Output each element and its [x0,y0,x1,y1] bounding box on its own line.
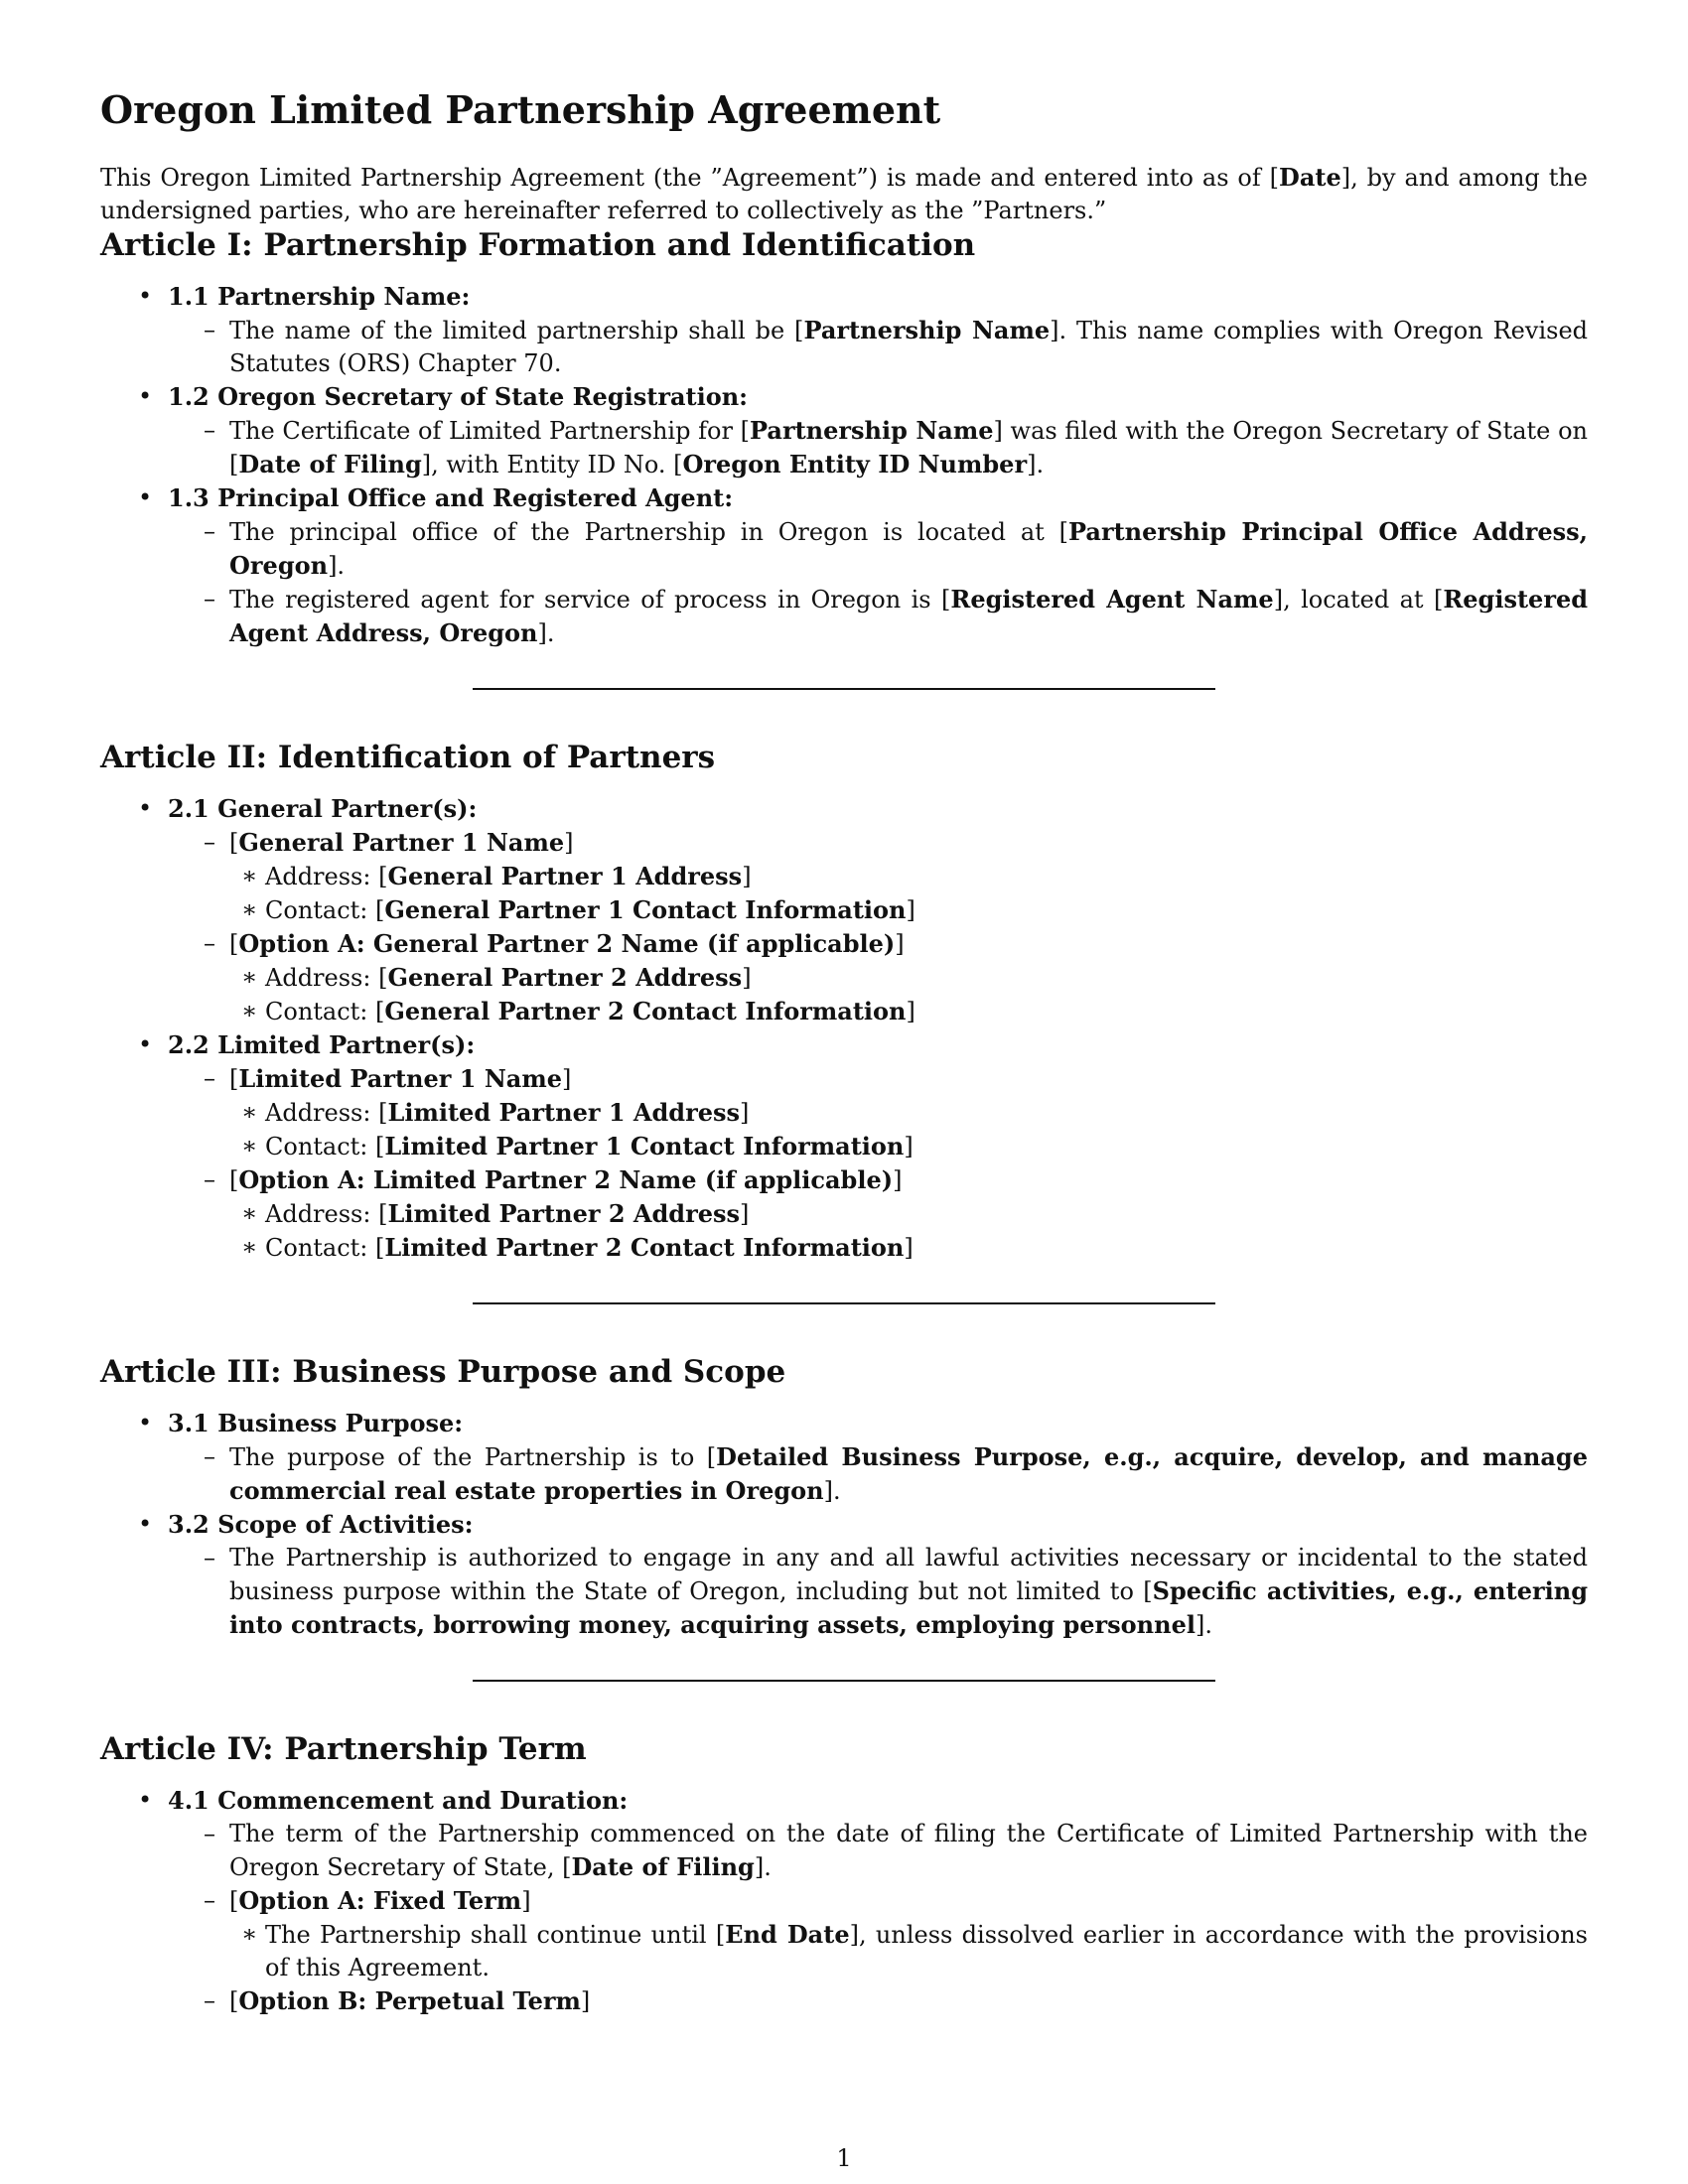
clause-item [168,1062,1588,1163]
text-run: The term of the Partnership commenced on the date of filing the Certificate of Limited Partnership with the Oregon Secretary of State, [ [229,1820,1588,1882]
detail-item [229,1231,1588,1265]
clause-item [168,583,1588,650]
placeholder-text: General Partner 1 Address [387,861,743,890]
text-run: ] [906,895,915,924]
placeholder-text: General Partner 2 Address [387,962,743,992]
placeholder-text: Limited Partner 1 Name [238,1063,562,1093]
text-run: ] [893,1165,903,1194]
placeholder-text: Partnership Name [803,315,1051,344]
placeholder-text: Date of Filing [238,449,422,478]
detail-list [229,1918,1588,1984]
text-run: [ [229,1165,239,1194]
section-title: 1.2 Oregon Secretary of State Registration: [168,381,749,411]
article-heading: Article IV: Partnership Term [100,1731,587,1768]
placeholder-text: Registered Agent Address, Oregon [229,584,1589,647]
detail-list [229,1096,1588,1163]
text-run: ] [895,929,905,958]
clause-list [210,1818,1588,2018]
text-run: ], with Entity ID No. [ [421,450,683,478]
article-heading: Article I: Partnership Formation and Identification [100,226,976,263]
placeholder-text: End Date [725,1920,850,1950]
clause-list [210,314,1588,380]
text-run: ] [740,1098,750,1127]
article-heading: Article II: Identification of Partners [100,739,716,775]
placeholder-text: Registered Agent Name [950,584,1274,614]
clause-item [168,1163,1588,1265]
text-run: ] [906,997,915,1025]
section-list [100,1784,1588,2018]
text-run: This Oregon Limited Partnership Agreement (the ”Agreement”) is made and entered into as of [100,163,1270,192]
document-title: Oregon Limited Partnership Agreement [100,87,941,132]
section-item [100,280,1588,380]
text-run: Address: [ [265,862,388,890]
text-run: ] [904,1233,914,1262]
section-title: 2.2 Limited Partner(s): [168,1029,476,1059]
text-run: The Partnership is authorized to engage in any and all lawful activities necessary or incidental to the stated business purpose within the State of Oregon, including but not limited to [ [229,1544,1588,1606]
text-run: ]. [1027,450,1045,478]
text-run: ] [564,828,574,857]
clause-item [168,1440,1588,1508]
placeholder-text: Option A: Fixed Term [238,1886,522,1916]
section-item [100,1784,1588,2018]
section-title: 2.1 General Partner(s): [168,793,478,823]
placeholder-text: General Partner 2 Contact Information [384,996,907,1025]
clause-list [210,1062,1588,1265]
text-run: [ [229,828,239,857]
section-item [100,380,1588,481]
text-run: Address: [ [265,963,388,992]
section-divider [473,1302,1215,1304]
placeholder-text: Date of Filing [571,1852,755,1882]
text-run: ] [561,1064,572,1093]
placeholder-text: Date [1279,162,1341,192]
text-run: ] [521,1887,531,1916]
text-run: The registered agent for service of process in Oregon is [ [229,585,951,614]
text-run: [ [1269,163,1280,192]
placeholder-text: Partnership Principal Office Address, Oregon [229,516,1588,580]
clause-list [210,1440,1588,1508]
clause-list [210,826,1588,1028]
section-title: 4.1 Commencement and Duration: [168,1786,629,1816]
clause-item [168,1542,1588,1642]
text-run: ], located at [ [1273,585,1444,614]
section-title: 3.2 Scope of Activities: [168,1510,474,1540]
clause-item [168,314,1588,380]
clause-item [168,826,1588,927]
section-title: 3.1 Business Purpose: [168,1409,464,1438]
section-item [100,792,1588,1028]
section-item [100,1028,1588,1265]
clause-item [168,1818,1588,1884]
clause-item [168,1984,1588,2018]
text-run: Address: [ [265,1199,388,1228]
placeholder-text: Detailed Business Purpose, e.g., acquire, develop, and manage commercial real estate properties in Oregon [229,1442,1588,1506]
text-run: ]. [823,1477,841,1506]
text-run: ] [742,963,752,992]
text-run: The principal office of the Partnership in Oregon is located at [ [229,517,1068,546]
section-item [100,1508,1588,1642]
text-run: Contact: [ [265,895,385,924]
placeholder-text: Limited Partner 2 Address [387,1198,741,1228]
section-divider [473,1680,1215,1682]
section-divider [473,688,1215,690]
placeholder-text: Limited Partner 1 Address [387,1097,741,1127]
text-run: ] [580,1987,591,2016]
detail-item [229,1130,1588,1163]
placeholder-text: Limited Partner 2 Contact Information [384,1232,905,1262]
placeholder-text: Partnership Name [750,415,994,445]
section-item [100,481,1588,650]
text-run: ]. [1195,1611,1212,1640]
detail-list [229,961,1588,1028]
placeholder-text: Limited Partner 1 Contact Information [384,1131,905,1160]
placeholder-text: Specific activities, e.g., entering into contracts, borrowing money, acquiring assets, employing personnel [229,1576,1588,1640]
text-run: ], by and among the undersigned parties, who are hereinafter referred to collectively as the ”Partners.” [100,163,1588,224]
detail-item [229,961,1588,995]
placeholder-text: Option A: General Partner 2 Name (if applicable) [238,928,896,958]
placeholder-text: Oregon Entity ID Number [682,449,1028,478]
text-run: ] [740,1199,750,1228]
detail-item [229,893,1588,927]
page-number: 1 [836,2144,852,2172]
document-body [100,87,1588,2018]
text-run: ], unless dissolved earlier in accordance with the provisions of this Agreement. [265,1921,1588,1982]
section-item [100,1407,1588,1508]
detail-item [229,1918,1588,1984]
detail-item [229,860,1588,893]
placeholder-text: General Partner 1 Name [238,827,565,857]
text-run: ] [904,1132,914,1160]
text-run: [ [229,1064,239,1093]
text-run: [ [229,929,239,958]
clause-list [210,414,1588,481]
text-run: The purpose of the Partnership is to [ [229,1443,717,1472]
text-run: Contact: [ [265,997,385,1025]
section-list [100,280,1588,650]
placeholder-text: Option A: Limited Partner 2 Name (if applicable) [238,1164,894,1194]
article-heading: Article III: Business Purpose and Scope [100,1353,786,1390]
text-run: ]. [328,551,346,580]
section-title: 1.1 Partnership Name: [168,281,471,311]
text-run: ] [742,862,752,890]
clause-item [168,414,1588,481]
placeholder-text: General Partner 1 Contact Information [384,894,907,924]
text-run: ]. [754,1853,772,1882]
text-run: Address: [ [265,1098,388,1127]
text-run: Contact: [ [265,1233,385,1262]
text-run: ]. [537,618,555,647]
text-run: The Certificate of Limited Partnership for [ [229,416,750,445]
section-title: 1.3 Principal Office and Registered Agent: [168,482,734,512]
clause-item [168,1884,1588,1984]
clause-list [210,515,1588,650]
detail-item [229,1197,1588,1231]
text-run: [ [229,1887,239,1916]
detail-item [229,1096,1588,1130]
text-run: ] was filed with the Oregon Secretary of State on [ [229,416,1588,478]
detail-list [229,860,1588,927]
clause-item [168,515,1588,583]
text-run: The name of the limited partnership shall be [ [229,316,804,344]
detail-list [229,1197,1588,1265]
articles-container [100,227,1588,2019]
text-run: The Partnership shall continue until [ [265,1921,726,1950]
detail-item [229,995,1588,1028]
placeholder-text: Option B: Perpetual Term [238,1986,581,2016]
text-run: Contact: [ [265,1132,385,1160]
intro-paragraph [100,161,1588,227]
text-run: ]. This name complies with Oregon Revised Statutes (ORS) Chapter 70. [229,316,1589,377]
clause-item [168,927,1588,1028]
text-run: [ [229,1987,239,2016]
section-list [100,1407,1588,1642]
clause-list [210,1542,1588,1642]
section-list [100,792,1588,1265]
